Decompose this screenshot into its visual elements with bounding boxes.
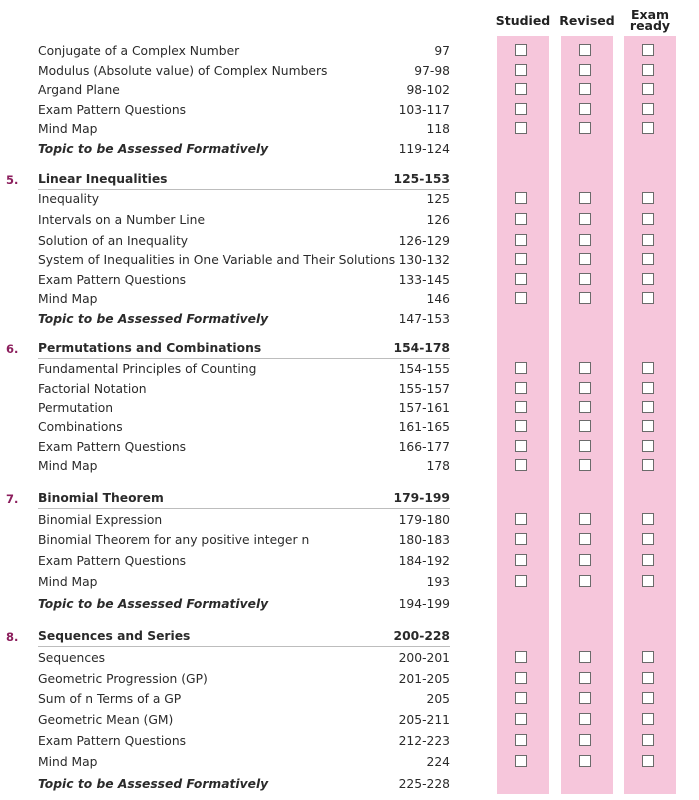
table-row [0, 440, 699, 458]
topic-label: Fundamental Principles of Counting [38, 362, 257, 376]
page-range: 155-157 [398, 382, 450, 396]
studied-checkbox[interactable] [515, 672, 527, 684]
chapter-title: Permutations and Combinations [38, 341, 262, 355]
revised-checkbox[interactable] [579, 234, 591, 246]
studied-checkbox[interactable] [515, 420, 527, 432]
revised-checkbox[interactable] [579, 83, 591, 95]
studied-checkbox[interactable] [515, 122, 527, 134]
exam-ready-checkbox[interactable] [642, 122, 654, 134]
exam-ready-checkbox[interactable] [642, 575, 654, 587]
revised-checkbox[interactable] [579, 651, 591, 663]
table-row [0, 312, 699, 330]
table-row [0, 459, 699, 477]
table-row [0, 533, 699, 551]
studied-checkbox[interactable] [515, 382, 527, 394]
topic-label: Modulus (Absolute value) of Complex Numbers [38, 64, 328, 78]
table-row [0, 401, 699, 419]
chapter-divider [38, 358, 450, 359]
table-row [0, 103, 699, 121]
revised-checkbox[interactable] [579, 292, 591, 304]
page-range: 166-177 [398, 440, 450, 454]
revised-checkbox[interactable] [579, 103, 591, 115]
revised-checkbox[interactable] [579, 734, 591, 746]
topic-label: Inequality [38, 192, 100, 206]
exam-ready-checkbox[interactable] [642, 755, 654, 767]
table-row [0, 692, 699, 710]
revised-checkbox[interactable] [579, 672, 591, 684]
topic-label: Sequences [38, 651, 106, 665]
page-range: 180-183 [398, 533, 450, 547]
revised-checkbox[interactable] [579, 362, 591, 374]
exam-ready-checkbox[interactable] [642, 651, 654, 663]
studied-checkbox[interactable] [515, 362, 527, 374]
exam-ready-checkbox[interactable] [642, 672, 654, 684]
revised-checkbox[interactable] [579, 253, 591, 265]
exam-ready-checkbox[interactable] [642, 533, 654, 545]
column-header-studied: Studied [495, 13, 551, 28]
table-row [0, 554, 699, 572]
exam-ready-checkbox[interactable] [642, 234, 654, 246]
table-row [0, 44, 699, 62]
studied-checkbox[interactable] [515, 554, 527, 566]
studied-checkbox[interactable] [515, 192, 527, 204]
page-range: 154-155 [398, 362, 450, 376]
page-range: 133-145 [398, 273, 450, 287]
revised-checkbox[interactable] [579, 401, 591, 413]
page-range: 161-165 [398, 420, 450, 434]
chapter-divider [38, 189, 450, 190]
table-row [0, 253, 699, 271]
topic-label: Geometric Progression (GP) [38, 672, 208, 686]
topic-label: Sum of n Terms of a GP [38, 692, 182, 706]
topic-label: Geometric Mean (GM) [38, 713, 174, 727]
topic-label: Mind Map [38, 292, 98, 306]
table-row [0, 672, 699, 690]
column-header-exam-ready: Exam ready [629, 7, 671, 33]
page-range: 97 [434, 44, 450, 58]
revised-checkbox[interactable] [579, 273, 591, 285]
exam-ready-checkbox[interactable] [642, 440, 654, 452]
revised-checkbox[interactable] [579, 213, 591, 225]
exam-ready-checkbox[interactable] [642, 253, 654, 265]
exam-ready-checkbox[interactable] [642, 382, 654, 394]
revised-checkbox[interactable] [579, 192, 591, 204]
studied-checkbox[interactable] [515, 734, 527, 746]
chapter-number: 7. [6, 492, 19, 506]
topic-label: Binomial Theorem for any positive integer n [38, 533, 310, 547]
page-range: 201-205 [398, 672, 450, 686]
table-row [0, 192, 699, 210]
page-range: 130-132 [398, 253, 450, 267]
page-range: 125-153 [393, 172, 450, 186]
page-range: 225-228 [398, 777, 450, 791]
studied-checkbox[interactable] [515, 44, 527, 56]
exam-ready-checkbox[interactable] [642, 692, 654, 704]
page-range: 126 [426, 213, 450, 227]
topic-label: Exam Pattern Questions [38, 273, 187, 287]
page-range: 224 [426, 755, 450, 769]
topic-label: Mind Map [38, 755, 98, 769]
page-range: 194-199 [398, 597, 450, 611]
exam-ready-checkbox[interactable] [642, 83, 654, 95]
topic-label: Topic to be Assessed Formatively [38, 312, 269, 326]
revised-checkbox[interactable] [579, 440, 591, 452]
studied-checkbox[interactable] [515, 575, 527, 587]
page-range: 118 [426, 122, 450, 136]
exam-ready-checkbox[interactable] [642, 64, 654, 76]
page-range: 178 [426, 459, 450, 473]
studied-checkbox[interactable] [515, 253, 527, 265]
exam-ready-checkbox[interactable] [642, 713, 654, 725]
studied-checkbox[interactable] [515, 755, 527, 767]
page-range: 103-117 [398, 103, 450, 117]
table-row [0, 382, 699, 400]
studied-checkbox[interactable] [515, 273, 527, 285]
topic-label: Conjugate of a Complex Number [38, 44, 240, 58]
exam-ready-checkbox[interactable] [642, 273, 654, 285]
chapter-number: 6. [6, 342, 19, 356]
revised-checkbox[interactable] [579, 459, 591, 471]
page-range: 179-180 [398, 513, 450, 527]
chapter-row [0, 341, 699, 359]
topic-label: Topic to be Assessed Formatively [38, 777, 269, 791]
table-row [0, 734, 699, 752]
topic-label: Binomial Expression [38, 513, 163, 527]
page-range: 205-211 [398, 713, 450, 727]
chapter-divider [38, 646, 450, 647]
topic-label: Topic to be Assessed Formatively [38, 142, 269, 156]
topic-label: Exam Pattern Questions [38, 440, 187, 454]
topic-label: Exam Pattern Questions [38, 554, 187, 568]
page-range: 193 [426, 575, 450, 589]
studied-checkbox[interactable] [515, 533, 527, 545]
revised-checkbox[interactable] [579, 692, 591, 704]
studied-checkbox[interactable] [515, 651, 527, 663]
table-row [0, 513, 699, 531]
table-row [0, 651, 699, 669]
exam-ready-checkbox[interactable] [642, 459, 654, 471]
chapter-row [0, 629, 699, 647]
studied-checkbox[interactable] [515, 713, 527, 725]
revised-checkbox[interactable] [579, 533, 591, 545]
page-range: 200-201 [398, 651, 450, 665]
page-range: 119-124 [398, 142, 450, 156]
topic-label: System of Inequalities in One Variable and Their Solutions [38, 253, 396, 267]
studied-checkbox[interactable] [515, 83, 527, 95]
page-range: 97-98 [414, 64, 450, 78]
page-range: 179-199 [393, 491, 450, 505]
page-range: 146 [426, 292, 450, 306]
page-range: 147-153 [398, 312, 450, 326]
table-row [0, 420, 699, 438]
topic-label: Mind Map [38, 575, 98, 589]
exam-ready-checkbox[interactable] [642, 103, 654, 115]
exam-ready-checkbox[interactable] [642, 292, 654, 304]
topic-label: Factorial Notation [38, 382, 147, 396]
page-range: 126-129 [398, 234, 450, 248]
exam-ready-checkbox[interactable] [642, 192, 654, 204]
revised-checkbox[interactable] [579, 755, 591, 767]
studied-checkbox[interactable] [515, 234, 527, 246]
topic-label: Topic to be Assessed Formatively [38, 597, 269, 611]
exam-ready-checkbox[interactable] [642, 401, 654, 413]
chapter-number: 5. [6, 173, 19, 187]
revised-checkbox[interactable] [579, 382, 591, 394]
chapter-number: 8. [6, 630, 19, 644]
exam-ready-checkbox[interactable] [642, 554, 654, 566]
exam-ready-checkbox[interactable] [642, 734, 654, 746]
topic-label: Intervals on a Number Line [38, 213, 206, 227]
page-range: 184-192 [398, 554, 450, 568]
revised-checkbox[interactable] [579, 575, 591, 587]
table-row [0, 777, 699, 795]
studied-checkbox[interactable] [515, 213, 527, 225]
table-row [0, 64, 699, 82]
chapter-title: Linear Inequalities [38, 172, 168, 186]
table-row [0, 292, 699, 310]
page-range: 200-228 [393, 629, 450, 643]
topic-label: Combinations [38, 420, 123, 434]
exam-ready-checkbox[interactable] [642, 44, 654, 56]
studied-checkbox[interactable] [515, 513, 527, 525]
chapter-title: Binomial Theorem [38, 491, 164, 505]
topic-label: Argand Plane [38, 83, 120, 97]
topic-label: Mind Map [38, 459, 98, 473]
revised-checkbox[interactable] [579, 44, 591, 56]
studied-checkbox[interactable] [515, 103, 527, 115]
page-range: 205 [426, 692, 450, 706]
studied-checkbox[interactable] [515, 692, 527, 704]
page-range: 157-161 [398, 401, 450, 415]
revised-checkbox[interactable] [579, 64, 591, 76]
studied-checkbox[interactable] [515, 459, 527, 471]
revised-checkbox[interactable] [579, 713, 591, 725]
exam-ready-checkbox[interactable] [642, 420, 654, 432]
revised-checkbox[interactable] [579, 122, 591, 134]
topic-label: Exam Pattern Questions [38, 734, 187, 748]
table-row [0, 142, 699, 160]
topic-label: Solution of an Inequality [38, 234, 189, 248]
page-range: 154-178 [393, 341, 450, 355]
table-row [0, 83, 699, 101]
table-row [0, 362, 699, 380]
page-range: 212-223 [398, 734, 450, 748]
exam-ready-checkbox[interactable] [642, 362, 654, 374]
exam-ready-checkbox[interactable] [642, 513, 654, 525]
table-row [0, 234, 699, 252]
table-row [0, 575, 699, 593]
table-row [0, 755, 699, 773]
table-row [0, 213, 699, 231]
table-row [0, 597, 699, 615]
topic-label: Permutation [38, 401, 114, 415]
chapter-divider [38, 508, 450, 509]
table-row [0, 122, 699, 140]
studied-checkbox[interactable] [515, 64, 527, 76]
table-row [0, 713, 699, 731]
chapter-row [0, 491, 699, 509]
topic-label: Exam Pattern Questions [38, 103, 187, 117]
page-range: 98-102 [406, 83, 450, 97]
studied-checkbox[interactable] [515, 401, 527, 413]
chapter-title: Sequences and Series [38, 629, 191, 643]
revised-checkbox[interactable] [579, 554, 591, 566]
revised-checkbox[interactable] [579, 420, 591, 432]
chapter-row [0, 172, 699, 190]
studied-checkbox[interactable] [515, 292, 527, 304]
table-row [0, 273, 699, 291]
column-header-revised: Revised [559, 13, 615, 28]
exam-ready-checkbox[interactable] [642, 213, 654, 225]
studied-checkbox[interactable] [515, 440, 527, 452]
revised-checkbox[interactable] [579, 513, 591, 525]
page-range: 125 [426, 192, 450, 206]
topic-label: Mind Map [38, 122, 98, 136]
